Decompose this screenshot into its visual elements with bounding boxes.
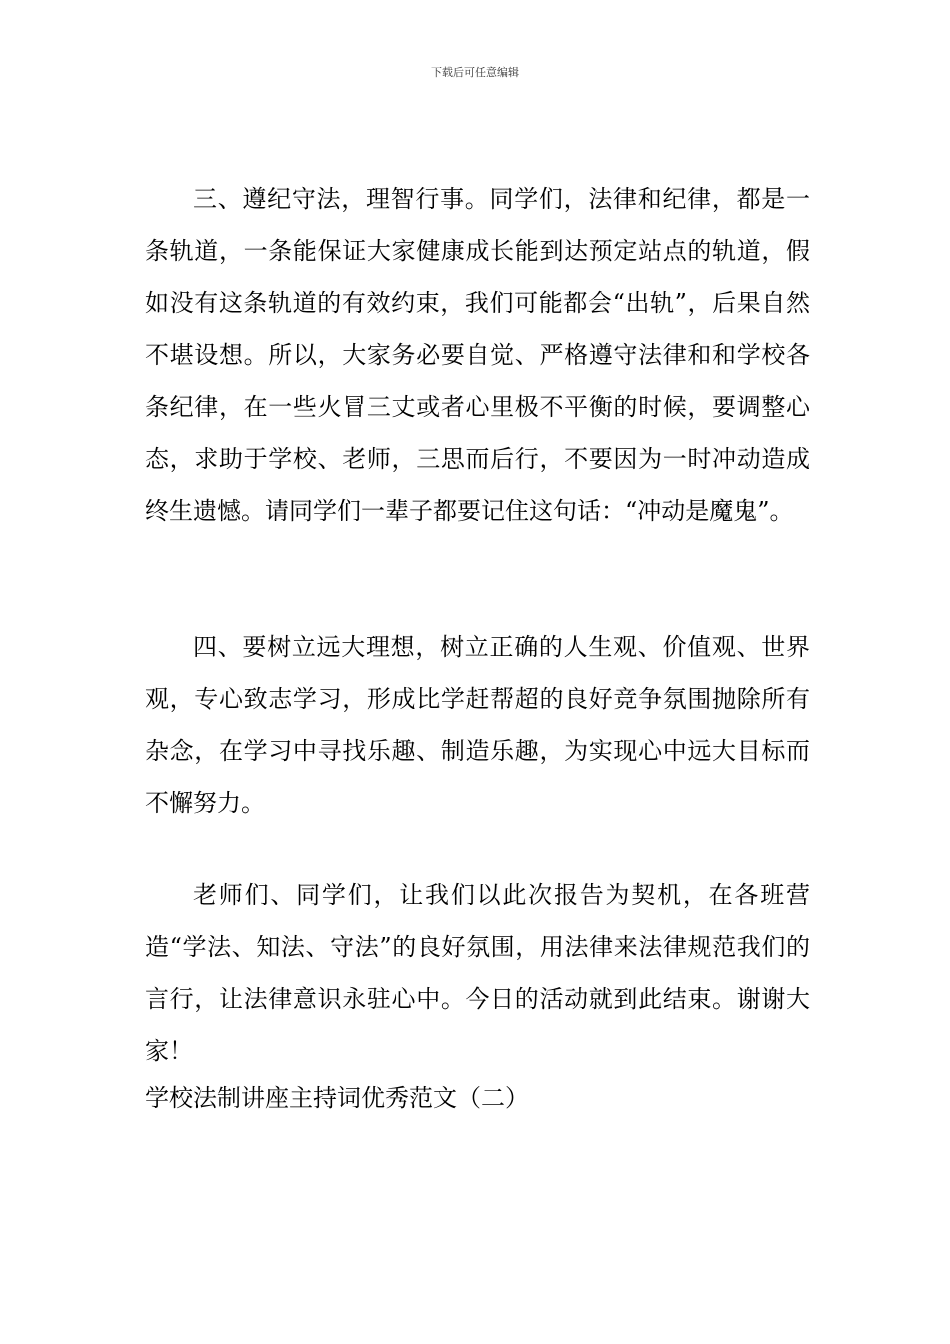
page-header-note: 下载后可任意编辑 — [431, 66, 519, 79]
section-subtitle: 学校法制讲座主持词优秀范文（二） — [145, 1084, 529, 1112]
paragraph-rule-of-law: 三、遵纪守法，理智行事。同学们，法律和纪律，都是一条轨道，一条能保证大家健康成长能到达预定站点的轨道，假如没有这条轨道的有效约束，我们可能都会“出轨”，后果自然不堪设想。所以，大家务必要自觉、严格遵守法律和和学校各条纪律，在一些火冒三丈或者心里极不平衡的时候，要调整心态，求助于学校、老师，三思而后行，不要因为一时冲动造成终生遗憾。请同学们一辈子都要记住这句话：“冲动是魔鬼”。 — [145, 185, 810, 525]
paragraph-closing: 老师们、同学们，让我们以此次报告为契机，在各班营造“学法、知法、守法”的良好氛围，用法律来法律规范我们的言行，让法律意识永驻心中。今日的活动就到此结束。谢谢大家！ — [145, 881, 810, 1065]
paragraph-ideals: 四、要树立远大理想，树立正确的人生观、价值观、世界观，专心致志学习，形成比学赶帮超的良好竞争氛围抛除所有杂念，在学习中寻找乐趣、制造乐趣，为实现心中远大目标而不懈努力。 — [145, 633, 810, 817]
